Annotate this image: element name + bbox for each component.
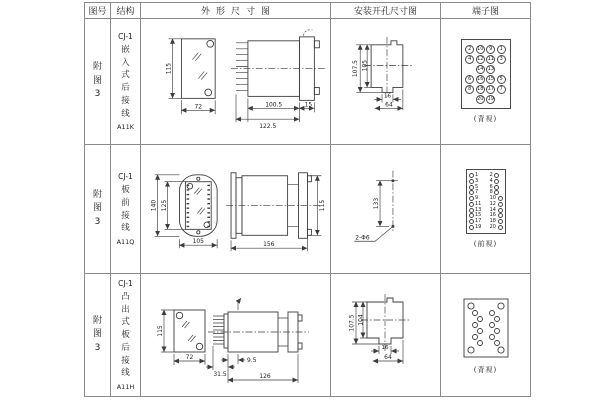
terminal-pin <box>494 185 499 190</box>
terminal-pin <box>494 179 499 184</box>
relay-side-view <box>231 30 326 101</box>
terminal-number: 2 <box>489 172 493 179</box>
relay-front-view <box>174 310 205 352</box>
terminal-pin: 4 <box>465 55 474 64</box>
mounting-cell-a11q <box>331 145 441 274</box>
fig-no-cell-a11q <box>85 145 111 274</box>
dim-outer-height: 107.5 <box>351 60 359 78</box>
fig-no-label: 附图3 <box>93 62 103 100</box>
terminal-number: 19 <box>475 223 482 230</box>
terminal-pin <box>498 202 503 207</box>
terminal-number: 4 <box>489 178 493 185</box>
side-view-dimensions <box>231 176 326 251</box>
terminal-pin: 5 <box>497 75 506 84</box>
terminal-view-label: (背视) <box>473 115 498 123</box>
terminal-number: 10 <box>489 195 496 202</box>
terminal-grid <box>461 39 511 109</box>
terminal-view-label: (背视) <box>473 365 498 374</box>
terminal-diagram-a11q <box>466 169 506 249</box>
terminal-pin: 20 <box>477 95 484 102</box>
header-outline-label: 外形尺寸图 <box>200 7 276 17</box>
structure-code: A11K <box>117 123 134 132</box>
dim-depth: 126 <box>258 373 271 380</box>
terminal-pin <box>498 196 503 201</box>
dim-inner-height: 125 <box>160 199 168 212</box>
mounting-cell-a11k <box>331 19 441 145</box>
terminal-pin <box>469 225 474 230</box>
dim-pin-depth: 31.5 <box>212 371 227 378</box>
terminal-pin <box>498 225 503 230</box>
mounting-drawing-a11h <box>331 274 441 396</box>
terminal-pin <box>469 173 474 178</box>
terminal-column-left <box>469 173 482 230</box>
spec-table <box>84 2 531 397</box>
terminal-pin: 16 <box>477 75 484 82</box>
terminal-column-right <box>490 173 503 230</box>
structure-description: 凸出式板后接线 <box>121 291 130 379</box>
dim-front-height: 115 <box>165 62 173 75</box>
terminal-pin <box>469 196 474 201</box>
terminal-number: 16 <box>489 212 496 219</box>
fig-no-label: 附图3 <box>93 189 103 227</box>
terminal-number: 3 <box>475 178 479 185</box>
front-view-dimensions <box>150 175 217 248</box>
terminal-number: 9 <box>475 195 479 202</box>
header-structure <box>111 3 141 19</box>
cutout-dimensions <box>348 302 403 364</box>
terminal-pin <box>469 179 474 184</box>
panel-cutout <box>364 37 412 99</box>
terminal-pin: 7 <box>497 85 506 94</box>
dim-front-width: 72 <box>185 354 193 361</box>
terminal-pin: 6 <box>465 75 474 84</box>
hole-dimensions <box>354 181 393 242</box>
dim-outer-height: 107.5 <box>348 314 355 332</box>
terminal-pin: 1 <box>497 45 506 54</box>
relay-model: CJ-1 <box>118 172 133 181</box>
relay-front-view <box>179 175 217 237</box>
terminal-cell-a11h <box>441 274 530 396</box>
relay-model: CJ-1 <box>118 278 133 288</box>
terminal-number: 7 <box>475 189 479 196</box>
terminal-diagram-a11k <box>461 39 511 124</box>
mounting-drawing-a11q <box>331 145 441 273</box>
fig-no-cell-a11k <box>85 19 111 145</box>
outline-drawing-a11k <box>141 19 331 144</box>
header-mounting <box>331 3 441 19</box>
terminal-pin <box>469 219 474 224</box>
front-view-dimensions <box>165 39 215 114</box>
dim-front-height: 115 <box>156 325 164 337</box>
terminal-pin: 18 <box>477 85 484 92</box>
header-fig-no-label: 图号 <box>88 7 107 17</box>
terminal-number: 18 <box>489 217 496 224</box>
cutout-dimensions <box>352 45 403 110</box>
mounting-drawing-a11k <box>331 19 441 144</box>
outline-cell-a11h <box>141 274 331 396</box>
terminal-grid <box>466 169 506 234</box>
mounting-cell-a11h <box>331 274 441 396</box>
structure-cell-a11q <box>111 145 141 274</box>
header-terminal-label: 端子图 <box>471 7 499 17</box>
terminal-pin: 9 <box>486 45 495 54</box>
terminal-pin <box>469 185 474 190</box>
dim-hole-spacing: 133 <box>372 197 380 210</box>
dim-hole-span: 64 <box>383 354 392 361</box>
header-structure-label: 结构 <box>116 7 135 17</box>
structure-cell-a11h <box>111 274 141 396</box>
dim-hole-span: 64 <box>384 101 393 109</box>
terminal-pin: 13 <box>487 65 494 72</box>
dim-front-width: 72 <box>194 103 202 111</box>
terminal-number: 5 <box>475 183 479 190</box>
terminal-pin <box>498 213 503 218</box>
dim-body-depth: 100.5 <box>264 101 282 109</box>
terminal-pin <box>469 213 474 218</box>
dim-width: 105 <box>192 238 204 246</box>
side-view-dimensions <box>206 346 298 383</box>
header-outline <box>141 3 331 19</box>
terminal-pin: 17 <box>487 85 494 92</box>
fig-no-cell-a11h <box>85 274 111 396</box>
outline-cell-a11k <box>141 19 331 145</box>
terminal-diagram-a11h <box>454 296 518 375</box>
structure-block <box>117 32 134 132</box>
hole-size-note: 2-Φ6 <box>354 234 370 242</box>
terminal-pin: 11 <box>487 55 494 62</box>
terminal-pins <box>467 302 503 352</box>
terminal-number: 20 <box>489 223 496 230</box>
mounting-holes <box>387 171 397 233</box>
terminal-layout-a11h <box>454 296 518 360</box>
terminal-number: 13 <box>475 206 482 213</box>
fig-no-label: 附图3 <box>93 315 103 353</box>
terminal-pin: 12 <box>477 55 484 62</box>
side-view-dimensions <box>236 94 314 130</box>
relay-front-view <box>181 39 215 99</box>
header-fig-no <box>85 3 111 19</box>
structure-cell-a11k <box>111 19 141 145</box>
terminal-pin: 14 <box>477 65 484 72</box>
dim-inner-height: 104 <box>357 314 364 326</box>
panel-cutout <box>361 294 411 352</box>
terminal-pin: 19 <box>487 95 494 102</box>
terminal-pin: 10 <box>477 45 484 52</box>
terminal-pin: 3 <box>497 55 506 64</box>
structure-code: A11H <box>116 383 135 392</box>
terminal-number: 1 <box>475 172 479 179</box>
terminal-pin: 2 <box>465 45 474 54</box>
relay-model: CJ-1 <box>118 31 133 41</box>
dim-side-height: 115 <box>318 199 326 212</box>
terminal-number: 8 <box>489 189 493 196</box>
terminal-view-label: (前视) <box>473 239 498 248</box>
relay-side-view <box>226 173 321 238</box>
dim-panel-offset: 9.5 <box>246 357 257 364</box>
terminal-number: 17 <box>475 217 482 224</box>
terminal-number: 12 <box>489 200 496 207</box>
structure-description: 板前接线 <box>121 185 130 234</box>
dim-total-depth: 122.5 <box>258 123 276 131</box>
structure-block <box>117 279 135 391</box>
terminal-number: 14 <box>489 206 496 213</box>
header-terminal <box>441 3 530 19</box>
terminal-cell-a11q <box>441 145 530 274</box>
terminal-pin <box>494 173 499 178</box>
header-mounting-label: 安装开孔尺寸图 <box>353 7 417 17</box>
dim-inner-height: 105 <box>361 59 369 72</box>
structure-block <box>117 172 135 246</box>
terminal-pin <box>469 202 474 207</box>
structure-code: A11Q <box>116 238 135 246</box>
outline-cell-a11q <box>141 145 331 274</box>
terminal-pin: 8 <box>465 85 474 94</box>
dim-outer-height: 140 <box>150 199 158 212</box>
terminal-pin <box>498 219 503 224</box>
terminal-pin <box>498 208 503 213</box>
relay-side-view <box>208 298 309 352</box>
terminal-cell-a11k <box>441 19 530 145</box>
outline-drawing-a11h <box>141 274 331 396</box>
terminal-number: 15 <box>475 212 482 219</box>
dim-flange: 15 <box>304 101 312 109</box>
terminal-number: 6 <box>489 183 493 190</box>
terminal-pin <box>469 190 474 195</box>
terminal-pin: 15 <box>487 75 494 82</box>
outline-drawing-a11q <box>141 145 331 273</box>
dim-depth: 156 <box>262 241 274 249</box>
structure-description: 嵌入式后接线 <box>121 44 130 119</box>
dim-slot-width: 16 <box>381 345 388 351</box>
terminal-number: 11 <box>475 200 482 207</box>
dim-slot-width: 16 <box>383 93 391 100</box>
terminal-pin <box>469 208 474 213</box>
